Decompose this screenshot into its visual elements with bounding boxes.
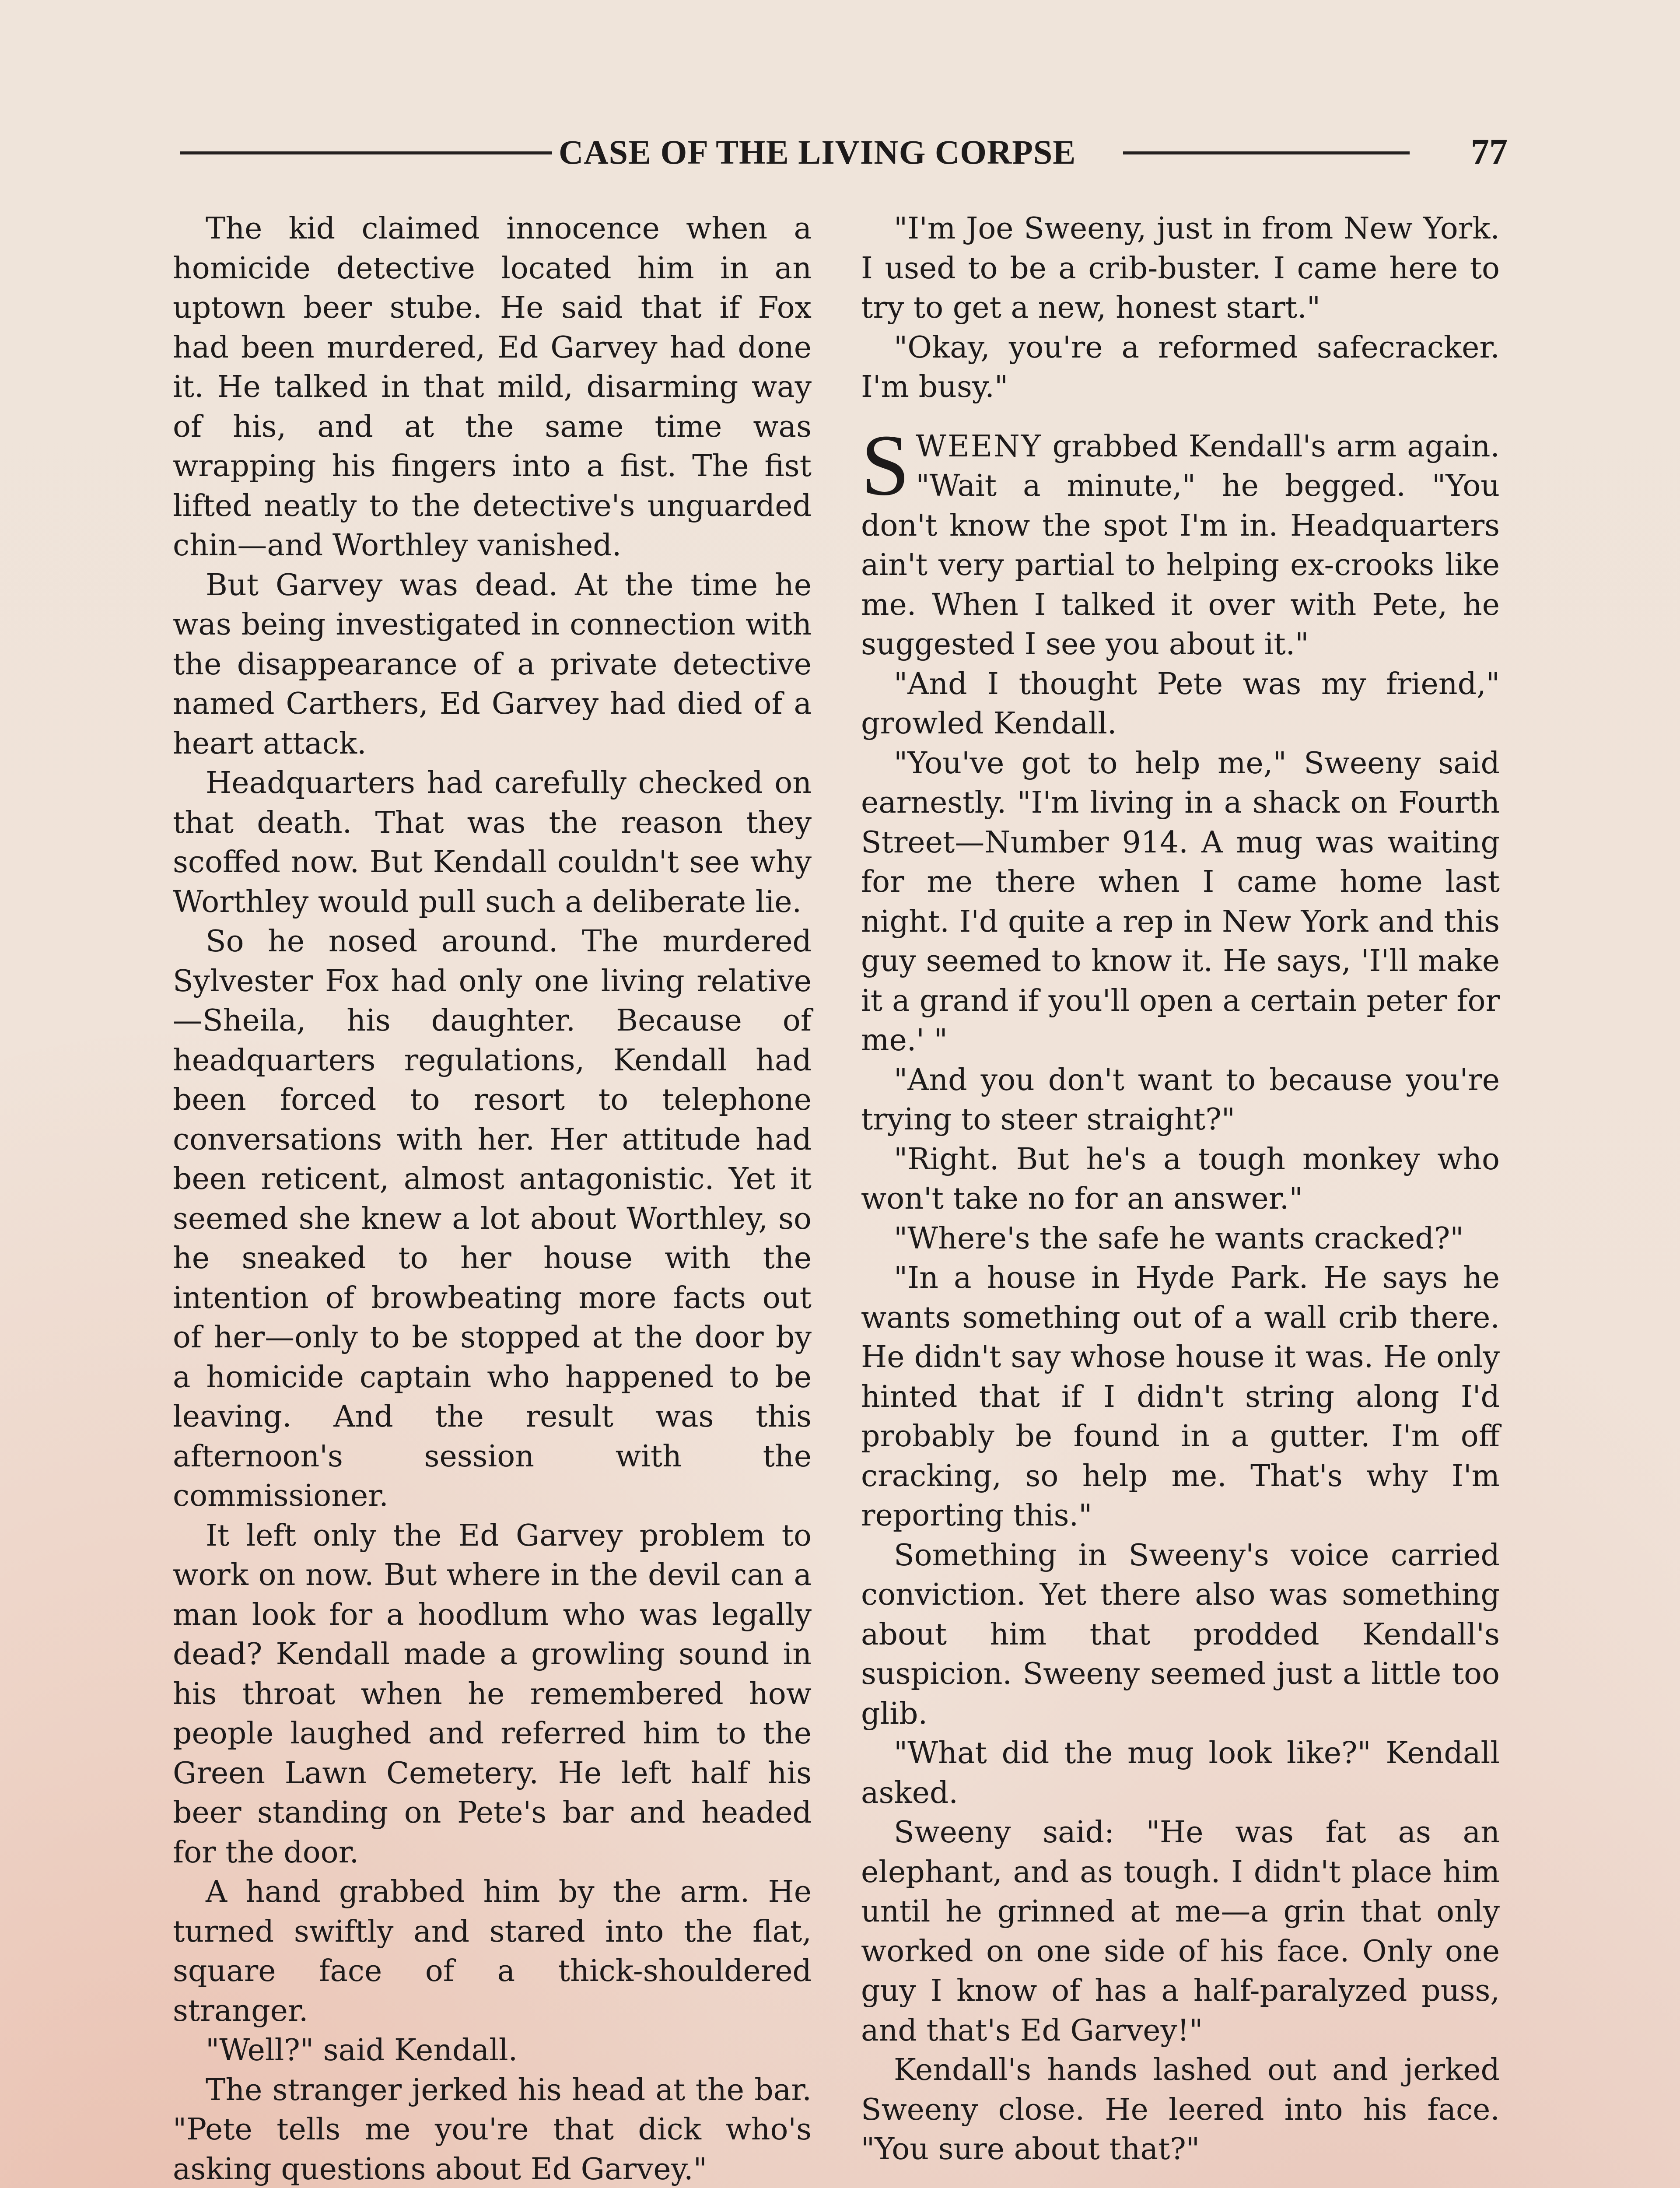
drop-cap-lead-word: WEENY (916, 429, 1042, 464)
running-header (180, 130, 1519, 174)
paragraph: Kendall's hands lashed out and jerked Sweeny close. He leered into his face. "You sure about that?" (861, 2053, 1500, 2167)
paragraph: Something in Sweeny's voice carried conviction. Yet there also was something about him that prodded Kendall's suspicion. Sweeny seemed just a little too glib. (861, 1538, 1500, 1731)
paragraph: So he nosed around. The murdered Sylvester Fox had only one living relative—Sheila, his daughter. Because of headquarters regulations, Kendall had been forced to resort to telephone conversations with her. Her attitude had been reticent, almost antagonistic. Yet it seemed she knew a lot about Worthley, so he sneaked to her house with the intention of browbeating more facts out of her—only to be stopped at the door by a homicide captain who happened to be leaving. And the result was this afternoon's session with the commissioner. (173, 924, 812, 1513)
paragraph: The stranger jerked his head at the bar. "Pete tells me you're that dick who's asking questions about Ed Garvey." (173, 2072, 812, 2187)
story-title: CASE OF THE LIVING CORPSE (559, 133, 1076, 171)
header-rule-right (1123, 151, 1410, 154)
page-number: 77 (1471, 132, 1508, 172)
paragraph: "In a house in Hyde Park. He says he wants something out of a wall crib there. He didn't say whose house it was. He only hinted that if I didn't string along I'd probably be found in a gutter. I'm off cracking, so help me. That's why I'm reporting this." (861, 1261, 1500, 1533)
paragraph: "And you don't want to because you're trying to steer straight?" (861, 1062, 1500, 1137)
paragraph: "Okay, you're a reformed safecracker. I'm busy." (861, 330, 1500, 404)
right-column (861, 209, 1500, 2170)
paragraph: A hand grabbed him by the arm. He turned swiftly and stared into the flat, square face of a thick-shouldered stranger. (173, 1875, 812, 2028)
dropcap-paragraph (861, 417, 1500, 665)
paragraph: "And I thought Pete was my friend," growled Kendall. (861, 666, 1500, 741)
paragraph: "Where's the safe he wants cracked?" (894, 1221, 1464, 1256)
paragraph: Sweeny said: "He was fat as an elephant, and as tough. I didn't place him until he grinned at me—a grin that only worked on one side of his face. Only one guy I know of has a half-paralyzed puss, and that's Ed Garvey!" (861, 1815, 1500, 2048)
paragraph: Headquarters had carefully checked on that death. That was the reason they scoffed now. But Kendall couldn't see why Worthley would pull such a deliberate lie. (173, 766, 812, 919)
drop-cap-paragraph-text: grabbed Kendall's arm again. "Wait a minute," he begged. "You don't know the spot I'm in. Headquarters ain't very partial to helping ex-crooks like me. When I talked it over with Pete, he suggested I see you about it." (861, 429, 1500, 662)
header-rule-left (180, 151, 552, 154)
paragraph: "What did the mug look like?" Kendall asked. (861, 1736, 1500, 1810)
paragraph: "Well?" said Kendall. (206, 2033, 518, 2068)
paragraph: "I'm Joe Sweeny, just in from New York. I used to be a crib-buster. I came here to try to get a new, honest start." (861, 211, 1500, 325)
paragraph: "Right. But he's a tough monkey who won't take no for an answer." (861, 1142, 1500, 1216)
paragraph: "You've got to help me," Sweeny said earnestly. "I'm living in a shack on Fourth Street—Number 914. A mug was waiting for me there when I came home last night. I'd quite a rep in New York and this guy seemed to know it. He says, 'I'll make it a grand if you'll open a certain peter for me.' " (861, 746, 1500, 1058)
drop-cap-initial: S (861, 417, 910, 514)
paragraph: The kid claimed innocence when a homicide detective located him in an uptown beer stube. He said that if Fox had been murdered, Ed Garvey had done it. He talked in that mild, disarming way of his, and at the same time was wrapping his fingers into a fist. The fist lifted neatly to the detective's unguarded chin—and Worthley vanished. (173, 211, 812, 563)
paragraph: It left only the Ed Garvey problem to work on now. But where in the devil can a man look for a hoodlum who was legally dead? Kendall made a growling sound in his throat when he remembered how people laughed and referred him to the Green Lawn Cemetery. He left half his beer standing on Pete's bar and headed for the door. (173, 1518, 812, 1870)
left-column (173, 209, 812, 2188)
paragraph: But Garvey was dead. At the time he was being investigated in connection with the disappearance of a private detective named Carthers, Ed Garvey had died of a heart attack. (173, 568, 812, 761)
